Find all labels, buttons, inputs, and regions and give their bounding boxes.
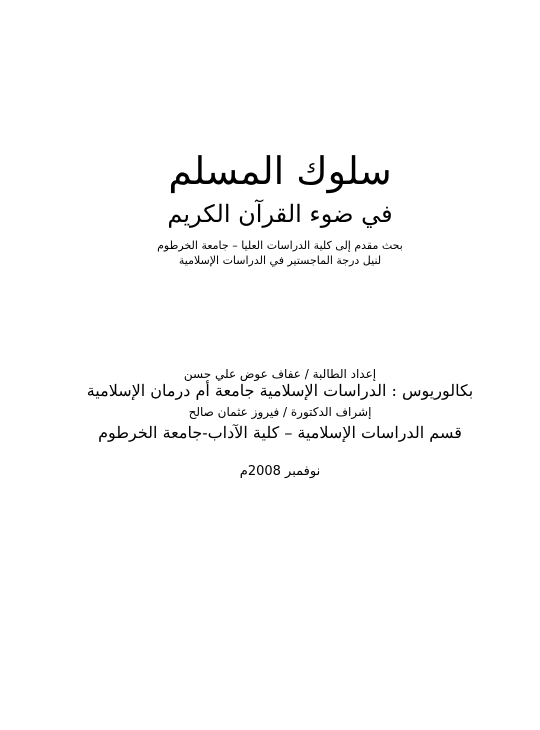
document-subtitle: في ضوء القرآن الكريم: [167, 200, 393, 228]
degree-statement: لنيل درجة الماجستير في الدراسات الإسلامية: [178, 254, 382, 267]
document-title: سلوك المسلم: [168, 149, 392, 193]
date-line: نوفمبر 2008م: [239, 464, 321, 479]
supervisor-line: إشراف الدكتورة / فيروز عثمان صالح: [188, 405, 372, 419]
department-line: قسم الدراسات الإسلامية – كلية الآداب-جامعة الخرطوم: [98, 423, 462, 442]
author-line: إعداد الطالبة / عفاف عوض علي حسن: [183, 367, 377, 381]
bachelor-line: بكالوريوس : الدراسات الإسلامية جامعة أم درمان الإسلامية: [86, 381, 474, 400]
submission-statement: بحث مقدم إلى كلية الدراسات العليا – جامعة الخرطوم: [157, 239, 403, 252]
